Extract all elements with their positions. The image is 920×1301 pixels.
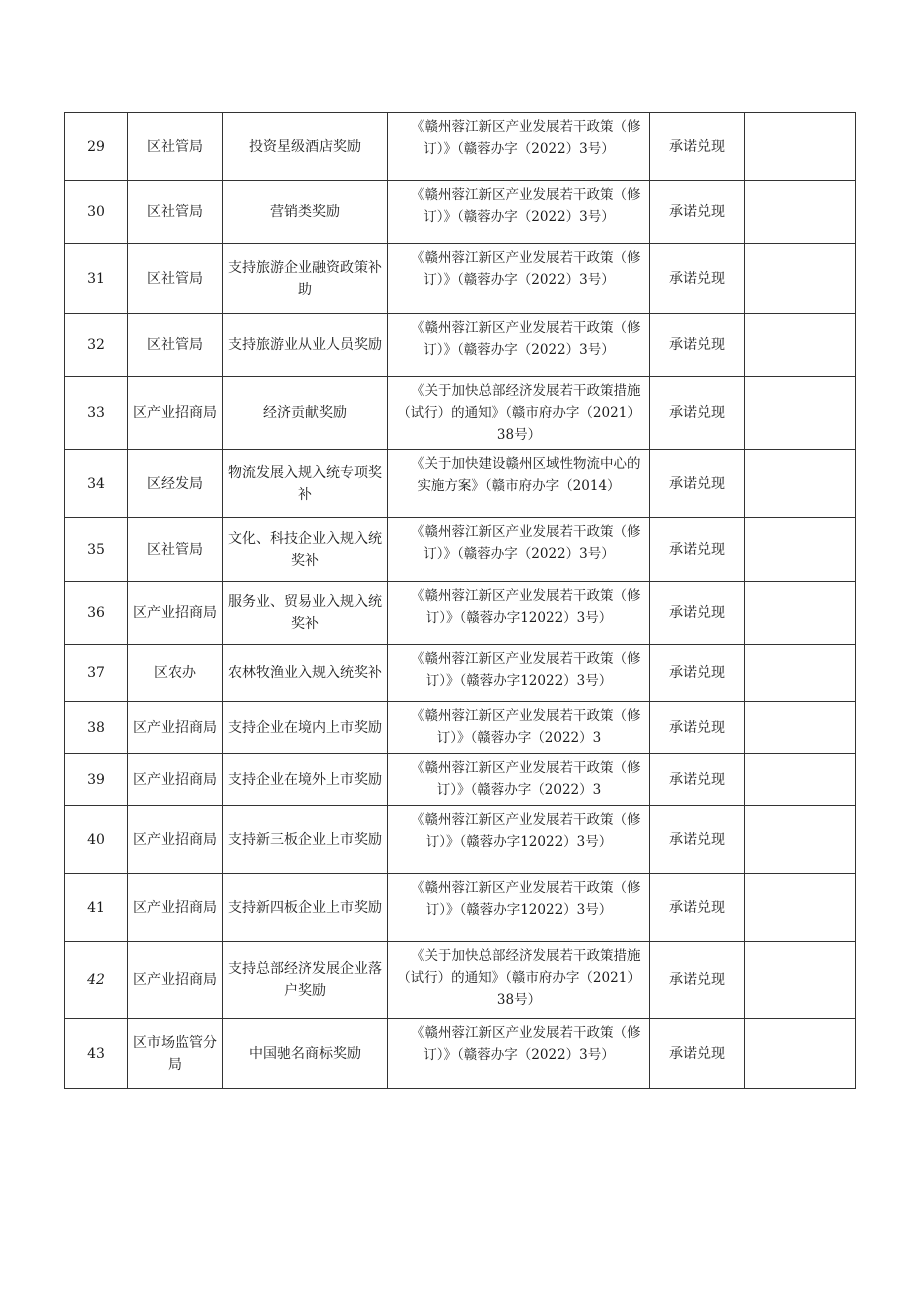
table-row xyxy=(65,874,856,942)
row-policy-basis: 《关于加快总部经济发展若干政策措施（试行）的通知》（赣市府办字（2021）38号） xyxy=(397,947,641,1008)
row-status-cell xyxy=(650,874,745,942)
row-department: 区社管局 xyxy=(147,270,203,287)
row-number-cell xyxy=(65,314,128,377)
row-status: 承诺兑现 xyxy=(669,605,725,621)
row-policy-item: 中国驰名商标奖励 xyxy=(249,1045,361,1062)
table-row xyxy=(65,942,856,1019)
row-number: 31 xyxy=(87,270,105,287)
row-number: 39 xyxy=(87,771,105,788)
row-policy-item: 物流发展入规入统专项奖补 xyxy=(228,464,382,503)
row-department: 区社管局 xyxy=(147,138,203,155)
table-row xyxy=(65,754,856,806)
row-policy-item-cell xyxy=(223,806,388,874)
row-policy-item: 支持新三板企业上市奖励 xyxy=(228,831,382,848)
row-department: 区产业招商局 xyxy=(133,972,217,988)
row-status-cell xyxy=(650,1019,745,1089)
row-note-cell xyxy=(745,244,856,314)
row-number: 35 xyxy=(87,541,105,558)
row-policy-basis: 《关于加快总部经济发展若干政策措施（试行）的通知》（赣市府办字（2021）38号） xyxy=(397,382,641,443)
row-department: 区产业招商局 xyxy=(133,831,217,848)
row-status-cell xyxy=(650,754,745,806)
row-policy-basis-cell xyxy=(388,874,650,942)
row-policy-basis: 《赣州蓉江新区产业发展若干政策（修订）》（赣蓉办字（2022）3号） xyxy=(411,319,641,358)
row-number-cell xyxy=(65,113,128,181)
row-policy-basis-cell xyxy=(388,244,650,314)
row-status: 承诺兑现 xyxy=(669,270,725,287)
row-department: 区社管局 xyxy=(147,337,203,353)
table-row xyxy=(65,518,856,582)
row-status: 承诺兑现 xyxy=(669,771,725,788)
row-policy-basis-cell xyxy=(388,377,650,450)
row-policy-basis-cell xyxy=(388,518,650,582)
table-row xyxy=(65,645,856,702)
row-department: 区农办 xyxy=(154,665,196,681)
row-note-cell xyxy=(745,874,856,942)
row-department-cell xyxy=(128,702,223,754)
row-policy-item-cell xyxy=(223,702,388,754)
row-note-cell xyxy=(745,377,856,450)
row-policy-item: 经济贡献奖励 xyxy=(263,405,347,421)
row-note-cell xyxy=(745,1019,856,1089)
row-status-cell xyxy=(650,645,745,702)
row-policy-item-cell xyxy=(223,874,388,942)
row-note-cell xyxy=(745,314,856,377)
row-note-cell xyxy=(745,645,856,702)
row-status-cell xyxy=(650,942,745,1019)
row-department: 区产业招商局 xyxy=(133,899,217,916)
row-status-cell xyxy=(650,377,745,450)
row-number: 38 xyxy=(87,719,105,736)
row-policy-item: 支持新四板企业上市奖励 xyxy=(228,899,382,916)
row-policy-basis-cell xyxy=(388,314,650,377)
table-row xyxy=(65,377,856,450)
row-policy-basis: 《赣州蓉江新区产业发展若干政策（修订）》（赣蓉办字12022）3号） xyxy=(411,650,641,689)
row-status: 承诺兑现 xyxy=(669,337,725,353)
row-policy-item-cell xyxy=(223,377,388,450)
row-status-cell xyxy=(650,181,745,244)
row-number-cell xyxy=(65,377,128,450)
row-policy-basis: 《赣州蓉江新区产业发展若干政策（修订）》（赣蓉办字（2022）3号） xyxy=(411,249,641,288)
row-department: 区社管局 xyxy=(147,204,203,220)
row-policy-basis-cell xyxy=(388,113,650,181)
row-department-cell xyxy=(128,518,223,582)
row-status: 承诺兑现 xyxy=(669,405,725,421)
row-department: 区产业招商局 xyxy=(133,405,217,421)
row-status: 承诺兑现 xyxy=(669,1045,725,1062)
row-status: 承诺兑现 xyxy=(669,972,725,988)
row-number-cell xyxy=(65,702,128,754)
row-department: 区市场监管分局 xyxy=(133,1034,217,1073)
row-status-cell xyxy=(650,314,745,377)
row-policy-item: 服务业、贸易业入规入统奖补 xyxy=(228,594,382,632)
row-number: 30 xyxy=(87,204,105,220)
row-department-cell xyxy=(128,244,223,314)
row-number-cell xyxy=(65,181,128,244)
table-row xyxy=(65,314,856,377)
row-policy-basis-cell xyxy=(388,702,650,754)
row-number-cell xyxy=(65,1019,128,1089)
table-row xyxy=(65,1019,856,1089)
row-note-cell xyxy=(745,518,856,582)
row-policy-basis-cell xyxy=(388,450,650,518)
row-policy-basis-cell xyxy=(388,942,650,1019)
row-policy-basis: 《赣州蓉江新区产业发展若干政策（修订）》（赣蓉办字（2022）3号） xyxy=(411,523,641,562)
row-number-cell xyxy=(65,450,128,518)
row-policy-item-cell xyxy=(223,450,388,518)
row-department-cell xyxy=(128,942,223,1019)
row-policy-basis: 《赣州蓉江新区产业发展若干政策（修订）》（赣蓉办字12022）3号） xyxy=(411,811,641,850)
row-policy-item: 支持企业在境外上市奖励 xyxy=(228,771,382,788)
row-status-cell xyxy=(650,702,745,754)
row-policy-item-cell xyxy=(223,645,388,702)
row-department: 区社管局 xyxy=(147,541,203,558)
row-policy-item-cell xyxy=(223,1019,388,1089)
row-policy-item: 支持总部经济发展企业落户奖励 xyxy=(228,961,382,999)
row-department-cell xyxy=(128,181,223,244)
row-note-cell xyxy=(745,582,856,645)
row-note-cell xyxy=(745,113,856,181)
row-department-cell xyxy=(128,450,223,518)
row-status: 承诺兑现 xyxy=(669,204,725,220)
row-department: 区产业招商局 xyxy=(133,771,217,788)
row-policy-item-cell xyxy=(223,314,388,377)
row-policy-item: 营销类奖励 xyxy=(270,204,340,220)
row-status-cell xyxy=(650,113,745,181)
row-policy-basis: 《赣州蓉江新区产业发展若干政策（修订）》（赣蓉办字（2022）3号） xyxy=(411,1024,641,1063)
row-policy-item-cell xyxy=(223,244,388,314)
row-number-cell xyxy=(65,518,128,582)
row-policy-item-cell xyxy=(223,518,388,582)
row-policy-basis-cell xyxy=(388,582,650,645)
row-status: 承诺兑现 xyxy=(669,541,725,558)
row-policy-basis: 《关于加快建设赣州区域性物流中心的实施方案》（赣市府办字（2014） xyxy=(411,455,641,494)
row-policy-basis: 《赣州蓉江新区产业发展若干政策（修订）》（赣蓉办字（2022）3号） xyxy=(411,118,641,157)
row-policy-item-cell xyxy=(223,942,388,1019)
row-number: 36 xyxy=(87,605,105,621)
row-number: 37 xyxy=(87,665,105,681)
row-policy-basis: 《赣州蓉江新区产业发展若干政策（修订）》（赣蓉办字（2022）3号） xyxy=(411,186,641,225)
row-number: 32 xyxy=(87,337,105,353)
row-status: 承诺兑现 xyxy=(669,138,725,155)
table-row xyxy=(65,181,856,244)
row-policy-item: 支持旅游企业融资政策补助 xyxy=(228,259,382,298)
row-policy-item: 农林牧渔业入规入统奖补 xyxy=(228,665,382,681)
row-number-cell xyxy=(65,942,128,1019)
row-department-cell xyxy=(128,582,223,645)
row-note-cell xyxy=(745,181,856,244)
row-status-cell xyxy=(650,450,745,518)
row-policy-item-cell xyxy=(223,181,388,244)
row-note-cell xyxy=(745,450,856,518)
row-status: 承诺兑现 xyxy=(669,899,725,916)
row-status: 承诺兑现 xyxy=(669,831,725,848)
row-note-cell xyxy=(745,806,856,874)
table-row xyxy=(65,806,856,874)
row-policy-basis: 《赣州蓉江新区产业发展若干政策（修订）》（赣蓉办字（2022）3 xyxy=(411,759,641,798)
row-department: 区产业招商局 xyxy=(133,605,217,621)
row-status-cell xyxy=(650,806,745,874)
row-number-cell xyxy=(65,806,128,874)
row-status-cell xyxy=(650,518,745,582)
table-row xyxy=(65,450,856,518)
row-status-cell xyxy=(650,582,745,645)
row-number: 29 xyxy=(87,138,105,155)
row-policy-basis-cell xyxy=(388,806,650,874)
table-row xyxy=(65,702,856,754)
row-policy-basis-cell xyxy=(388,754,650,806)
row-policy-basis-cell xyxy=(388,181,650,244)
row-department-cell xyxy=(128,314,223,377)
row-policy-item-cell xyxy=(223,754,388,806)
row-number: 40 xyxy=(87,831,105,848)
row-policy-basis-cell xyxy=(388,1019,650,1089)
row-number: 33 xyxy=(87,405,105,421)
row-policy-item-cell xyxy=(223,582,388,645)
row-number-cell xyxy=(65,754,128,806)
row-policy-basis: 《赣州蓉江新区产业发展若干政策（修订）》（赣蓉办字12022）3号） xyxy=(411,879,641,918)
row-policy-item: 支持旅游业从业人员奖励 xyxy=(228,337,382,353)
table-body xyxy=(65,113,856,1089)
row-status: 承诺兑现 xyxy=(669,475,725,492)
row-number: 34 xyxy=(87,475,105,492)
row-policy-item: 支持企业在境内上市奖励 xyxy=(228,719,382,736)
row-policy-basis: 《赣州蓉江新区产业发展若干政策（修订）》（赣蓉办字（2022）3 xyxy=(411,707,641,746)
table-row xyxy=(65,244,856,314)
row-department-cell xyxy=(128,874,223,942)
row-number: 41 xyxy=(87,899,105,916)
row-number-cell xyxy=(65,645,128,702)
row-number: 43 xyxy=(87,1045,105,1062)
row-number-cell xyxy=(65,582,128,645)
row-department-cell xyxy=(128,645,223,702)
row-policy-basis-cell xyxy=(388,645,650,702)
row-number-cell xyxy=(65,874,128,942)
table-row xyxy=(65,113,856,181)
row-number-cell xyxy=(65,244,128,314)
row-status-cell xyxy=(650,244,745,314)
row-department-cell xyxy=(128,113,223,181)
row-policy-item: 投资星级酒店奖励 xyxy=(249,138,361,155)
row-department-cell xyxy=(128,1019,223,1089)
policy-table xyxy=(64,112,856,1089)
row-department: 区产业招商局 xyxy=(133,719,217,736)
row-status: 承诺兑现 xyxy=(669,719,725,736)
table-row xyxy=(65,582,856,645)
row-policy-basis: 《赣州蓉江新区产业发展若干政策（修订）》（赣蓉办字12022）3号） xyxy=(411,587,641,626)
row-note-cell xyxy=(745,702,856,754)
row-department-cell xyxy=(128,377,223,450)
row-department-cell xyxy=(128,754,223,806)
row-department-cell xyxy=(128,806,223,874)
row-policy-item-cell xyxy=(223,113,388,181)
row-policy-item: 文化、科技企业入规入统奖补 xyxy=(228,530,382,569)
row-status: 承诺兑现 xyxy=(669,665,725,681)
row-department: 区经发局 xyxy=(147,475,203,492)
row-note-cell xyxy=(745,754,856,806)
row-number: 42 xyxy=(87,972,105,988)
row-note-cell xyxy=(745,942,856,1019)
